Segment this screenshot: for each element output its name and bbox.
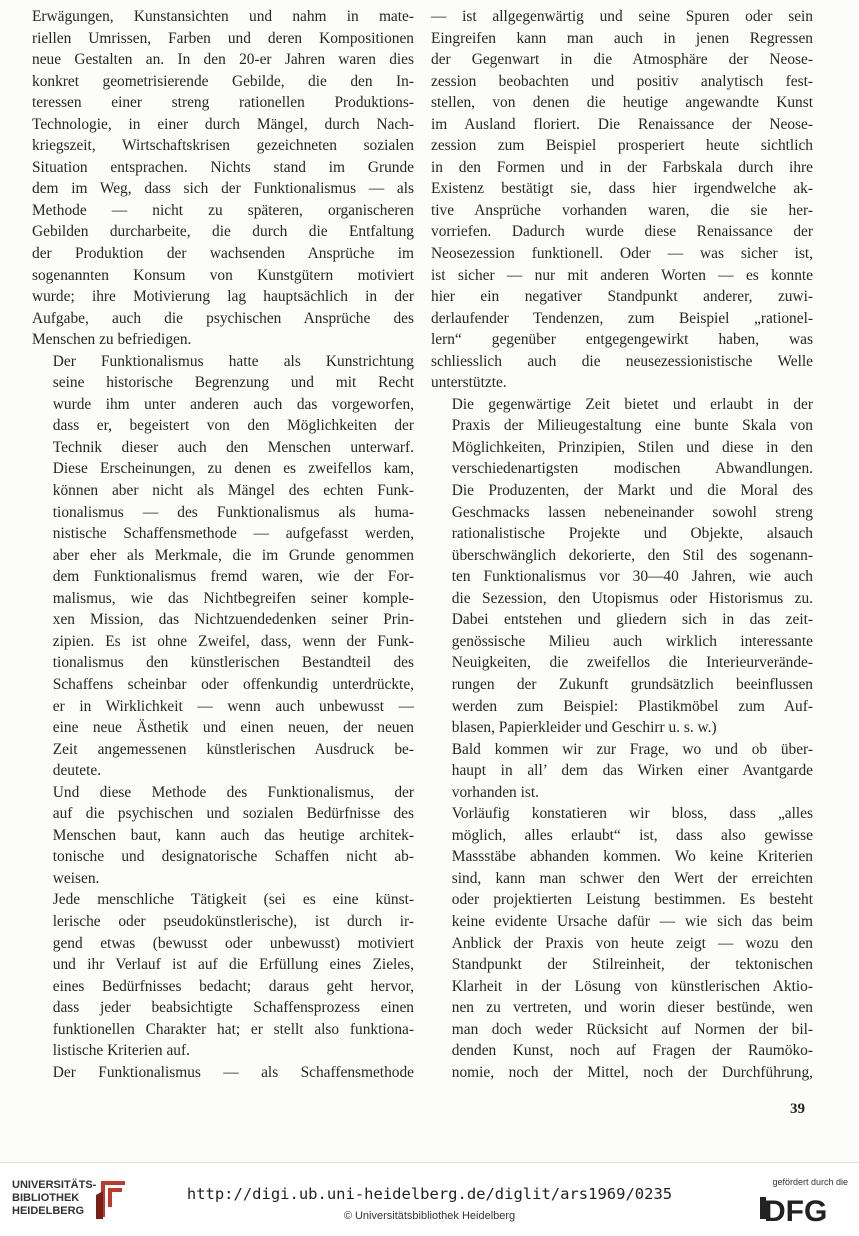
paragraph bbox=[431, 6, 813, 394]
text-line: Aufgabe, auch die psychischen Ansprüche des bbox=[32, 309, 414, 327]
text-line: vorhanden ist. bbox=[451, 783, 539, 801]
text-line: weisen. bbox=[52, 869, 100, 887]
text-line: blasen, Papierkleider und Geschirr u. s. w.) bbox=[451, 719, 717, 737]
text-line: — ist allgegenwärtig und seine Spuren oder sein bbox=[431, 8, 813, 25]
text-line: tionalismus den künstlerischen Bestandteil des bbox=[52, 654, 414, 672]
text-line: möglich, alles erlaubt“ ist, dass also gewisse bbox=[451, 826, 813, 844]
text-line: überschwänglich dekorierte, den Stil des sogenann- bbox=[451, 546, 813, 564]
library-name-line: HEIDELBERG bbox=[12, 1205, 85, 1217]
text-line: rungen der Zukunft grundsätzlich beeinflussen bbox=[451, 675, 813, 693]
text-line: Standpunkt der Stilreinheit, der tektonischen bbox=[451, 956, 813, 974]
text-line: können aber nicht als Mängel des echten Funk- bbox=[52, 482, 414, 500]
text-line: Neosezession funktionell. Oder — was sicher ist, bbox=[431, 245, 813, 263]
text-line: neue Gestalten an. In den 20-er Jahren waren dies bbox=[32, 51, 414, 69]
text-line: wurde; ihre Motivierung lag hauptsächlich in der bbox=[32, 288, 414, 306]
text-line: nomie, noch der Mittel, noch der Durchführung, bbox=[451, 1063, 813, 1081]
text-line: tonische und designatorische Schaffen nicht ab- bbox=[52, 848, 414, 866]
text-line: Der Funktionalismus hatte als Kunstrichtung bbox=[52, 352, 414, 370]
text-line: dass jeder beabsichtigte Schaffensprozess einen bbox=[52, 999, 414, 1017]
text-line: Und diese Methode des Funktionalismus, der bbox=[52, 783, 414, 801]
text-line: denden Kunst, noch auf Fragen der Raumöko- bbox=[451, 1042, 813, 1060]
text-line: vorriefen. Dadurch wurde diese Renaissance der bbox=[431, 223, 813, 241]
text-line: keine evidente Ursache dafür — wie sich das beim bbox=[451, 912, 813, 930]
text-line: Gebilden durcharbeite, die durch die Entfaltung bbox=[32, 223, 414, 241]
text-line: Eingreifen kann man auch in jenen Regressen bbox=[431, 29, 813, 47]
text-line: aber eher als Merkmale, die im Grunde genommen bbox=[52, 546, 414, 564]
text-line: die Sezession, den Utopismus oder Historismus zu. bbox=[451, 589, 813, 607]
paragraph bbox=[32, 6, 414, 351]
right-column bbox=[431, 6, 813, 1083]
text-line: dass er, begeistert von den Möglichkeiten der bbox=[52, 417, 414, 435]
text-line: Die gegenwärtige Zeit bietet und erlaubt in der bbox=[451, 395, 813, 413]
text-line: auf die psychischen und sozialen Bedürfnisse des bbox=[52, 805, 414, 823]
funder-logo[interactable] bbox=[758, 1177, 848, 1229]
text-line: der Produktion der wachsenden Ansprüche im bbox=[32, 245, 414, 263]
text-line: Vorläufig konstatieren wir bloss, dass „alles bbox=[451, 805, 813, 823]
text-line: teressen einer streng rationellen Produktions- bbox=[32, 94, 414, 112]
text-line: Zeit angemessenen künstlerischen Ausdruck be- bbox=[52, 740, 414, 758]
text-line: stellen, von denen die heutige angewandte Kunst bbox=[431, 94, 813, 112]
text-line: wurde ihm unter anderen auch das vorgeworfen, bbox=[52, 395, 414, 413]
paragraph bbox=[32, 1062, 414, 1084]
text-line: Schaffens scheinbar oder offenkundig unterdrückte, bbox=[52, 675, 414, 693]
text-line: gend etwas (bewusst oder unbewusst) motiviert bbox=[52, 934, 414, 952]
text-line: werden zum Beispiel: Plastikmöbel zum Auf- bbox=[451, 697, 813, 715]
paragraph bbox=[431, 739, 813, 804]
text-line: zession beobachten und positiv analytisch fest- bbox=[431, 72, 813, 90]
text-line: Bald kommen wir zur Frage, wo und ob über- bbox=[451, 740, 813, 758]
text-line: Menschen baut, kann auch das heutige architek- bbox=[52, 826, 414, 844]
text-line: Erwägungen, Kunstansichten und nahm in mate- bbox=[32, 8, 414, 25]
text-line: rationalistische Projekte und Objekte, alsauch bbox=[451, 525, 813, 543]
text-line: man doch weder Rücksicht auf Normen der bil- bbox=[451, 1020, 813, 1038]
text-line: funktionellen Charakter hat; er stellt also funktiona- bbox=[52, 1020, 414, 1038]
text-line: dem Funktionalismus fremd waren, wie der For- bbox=[52, 568, 414, 586]
text-line: Geschmacks lassen nebeneinander sowohl streng bbox=[451, 503, 813, 521]
library-name-line: UNIVERSITÄTS- bbox=[12, 1179, 97, 1191]
text-line: sogenannten Konsum von Kunstgütern motiviert bbox=[32, 266, 414, 284]
text-line: unterstützte. bbox=[431, 374, 507, 392]
text-line: nen zu vertreten, und worin dieser bestünde, wen bbox=[451, 999, 813, 1017]
text-line: lerische oder pseudokünstlerische), ist durch ir- bbox=[52, 912, 414, 930]
text-line: deutete. bbox=[52, 762, 102, 780]
text-line: Jede menschliche Tätigkeit (sei es eine künst- bbox=[52, 891, 414, 909]
text-line: riellen Umrissen, Farben und deren Kompositionen bbox=[32, 29, 414, 47]
text-line: ten Funktionalismus vor 30—40 Jahren, wie auch bbox=[451, 568, 813, 586]
text-line: Dabei entstehen und gliedern sich in das zeit- bbox=[451, 611, 813, 629]
text-line: Die Produzenten, der Markt und die Moral des bbox=[451, 482, 813, 500]
text-line: eines Bedürfnisses bedacht; daraus geht hervor, bbox=[52, 977, 414, 995]
text-line: zession zum Beispiel prosperiert heute sichtlich bbox=[431, 137, 813, 155]
text-line: genössische Milieu auch wirklich interessante bbox=[451, 632, 813, 650]
text-line: lern“ gegenüber entgegengewirkt haben, was bbox=[431, 331, 813, 349]
text-line: verschiedenartigsten modischen Abwandlungen. bbox=[451, 460, 813, 478]
copyright-notice: © Universitätsbibliothek Heidelberg bbox=[343, 1210, 516, 1222]
text-line: Methode — nicht zu späteren, organischeren bbox=[32, 201, 414, 219]
text-line: Diese Erscheinungen, zu denen es zweifellos kam, bbox=[52, 460, 414, 478]
text-line: in den Formen und in der Farbskala durch ihre bbox=[431, 158, 813, 176]
text-line: im Ausland floriert. Die Renaissance der Neose- bbox=[431, 115, 813, 133]
text-line: Klarheit in der Lösung von künstlerischen Aktio- bbox=[451, 977, 813, 995]
text-line: Technologie, in einer durch Mängel, durch Nach- bbox=[32, 115, 414, 133]
text-line: nistische Schaffensmethode — aufgefasst werden, bbox=[52, 525, 414, 543]
text-line: xen Mission, das Nichtzuendedenken seiner Prin- bbox=[52, 611, 414, 629]
text-line: zipien. Es ist ohne Zweifel, dass, wenn der Funk- bbox=[52, 632, 414, 650]
funder-note: gefördert durch die bbox=[772, 1177, 848, 1187]
text-line: derlaufender Tendenzen, zum Beispiel „rationel- bbox=[431, 309, 813, 327]
text-line: Existenz bestätigt sie, dass hier irgendwelche ak- bbox=[431, 180, 813, 198]
text-line: listische Kriterien auf. bbox=[52, 1042, 190, 1060]
text-line: Möglichkeiten, Prinzipien, Stilen und diese in den bbox=[451, 438, 813, 456]
left-column bbox=[32, 6, 414, 1083]
text-line: dem im Weg, dass sich der Funktionalismus — als bbox=[32, 180, 414, 198]
text-line: Situation entsprachen. Nichts stand im Grunde bbox=[32, 158, 414, 176]
text-line: malismus, wie das Nichtbegreifen seiner komple- bbox=[52, 589, 414, 607]
text-line: schliesslich auch die neusezessionistische Welle bbox=[431, 352, 813, 370]
dfg-logo-icon bbox=[760, 1191, 846, 1227]
text-line: Der Funktionalismus — als Schaffensmethode bbox=[52, 1063, 414, 1081]
text-line: kriegszeit, Wirtschaftskrisen gezeichneten sozialen bbox=[32, 137, 414, 155]
permalink[interactable]: http://digi.ub.uni-heidelberg.de/diglit/ars1969/0235 bbox=[186, 1185, 673, 1203]
paragraph bbox=[431, 803, 813, 1083]
text-line: sind, kann man schwer den Wert der erreichten bbox=[451, 869, 813, 887]
text-line: tive Ansprüche vorhanden waren, die sie her- bbox=[431, 201, 813, 219]
text-line: Massstäbe abhanden kommen. Wo keine Kriterien bbox=[451, 848, 813, 866]
text-line: der Gegenwart in die Atmosphäre der Neose- bbox=[431, 51, 813, 69]
text-line: konkret geometrisierende Gebilde, die den In- bbox=[32, 72, 414, 90]
paragraph bbox=[431, 394, 813, 739]
text-line: er in Wirklichkeit — wenn auch unbewusst — bbox=[52, 697, 414, 715]
text-line: Menschen zu befriedigen. bbox=[32, 331, 192, 349]
text-line: hier ein negativer Standpunkt anderer, zuwi- bbox=[431, 288, 813, 306]
text-line: tionalismus — des Funktionalismus als huma- bbox=[52, 503, 414, 521]
paragraph bbox=[32, 351, 414, 782]
text-line: Anblick der Praxis von heute zeigt — wozu den bbox=[451, 934, 813, 952]
text-line: oder projektierten Leistung bestimmen. Es besteht bbox=[451, 891, 813, 909]
text-line: eine neue Ästhetik und einen neuen, der neuen bbox=[52, 719, 414, 737]
text-line: seine historische Begrenzung und mit Recht bbox=[52, 374, 414, 392]
paragraph bbox=[32, 889, 414, 1061]
text-line: ist sicher — nur mit anderen Worten — es konnte bbox=[431, 266, 813, 284]
text-line: Technik dieser auch den Menschen unterwarf. bbox=[52, 438, 414, 456]
text-line: Neuigkeiten, die zweifellos die Interieurverände- bbox=[451, 654, 813, 672]
viewer-footer bbox=[0, 1162, 859, 1236]
library-name-line: BIBLIOTHEK bbox=[12, 1192, 80, 1204]
text-line: haupt in all’ dem das Wirken einer Avantgarde bbox=[451, 762, 813, 780]
page-number: 39 bbox=[790, 1101, 805, 1117]
svg-text:DFG: DFG bbox=[764, 1195, 828, 1227]
text-line: und ihr Verlauf ist auf die Erfüllung eines Zieles, bbox=[52, 956, 414, 974]
paragraph bbox=[32, 782, 414, 890]
text-line: Praxis der Milieugestaltung eine bunte Skala von bbox=[451, 417, 813, 435]
